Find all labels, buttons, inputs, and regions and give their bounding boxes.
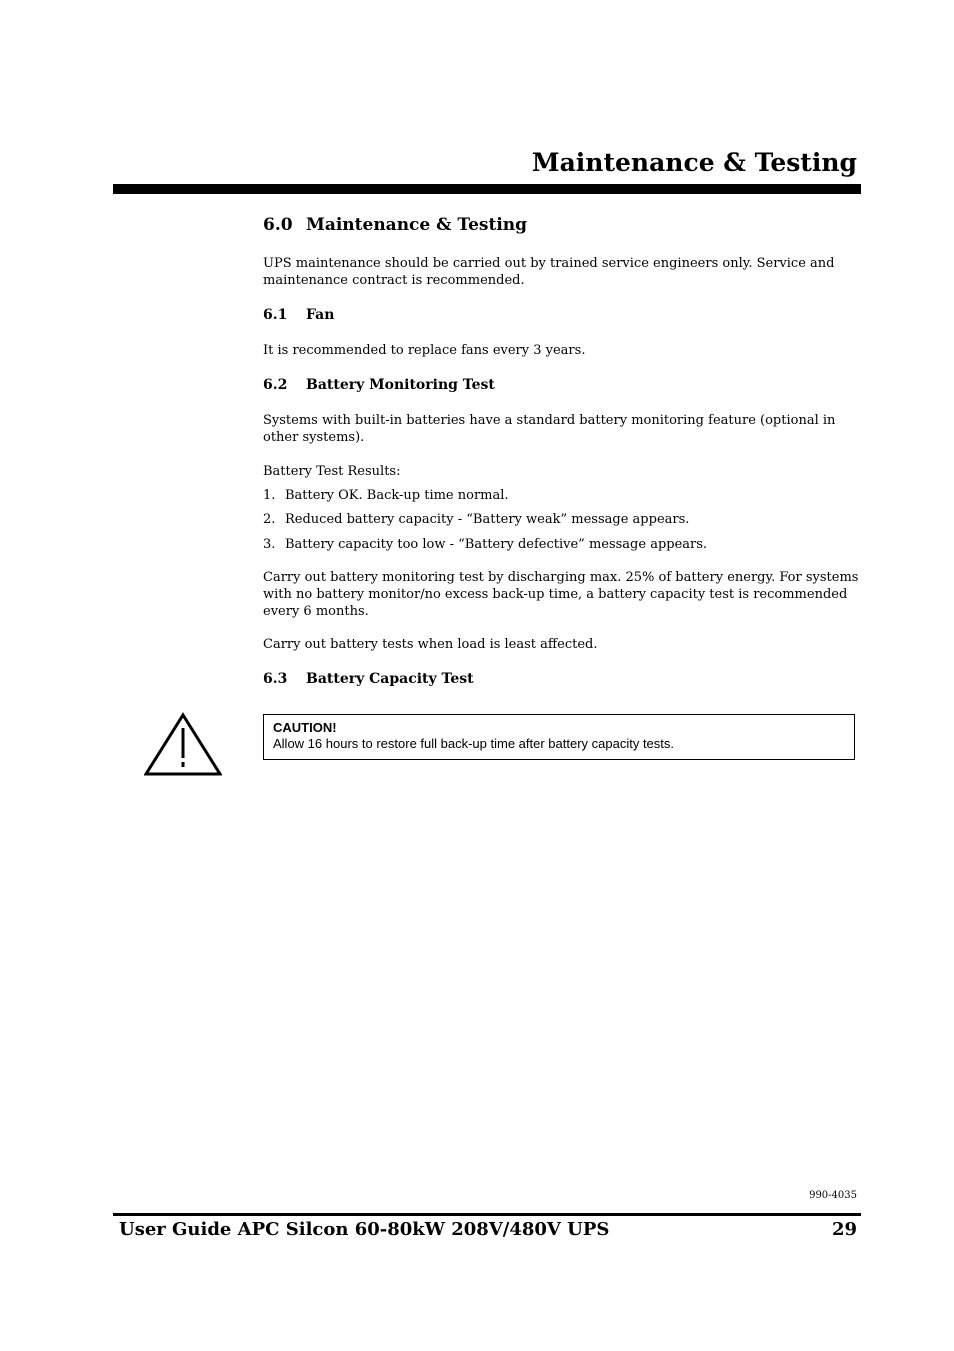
section-number: 6.0 <box>263 215 293 235</box>
document-code: 990-4035 <box>809 1190 857 1201</box>
caution-box <box>263 714 855 760</box>
subsection-number: 6.3 <box>263 671 288 687</box>
subsection-title: Battery Monitoring Test <box>306 377 495 393</box>
caution-text: Allow 16 hours to restore full back-up time after battery capacity tests. <box>273 736 675 751</box>
page-header-title: Maintenance & Testing <box>531 148 857 177</box>
subsection-title: Battery Capacity Test <box>306 671 474 687</box>
list-text: Battery capacity too low - “Battery defective” message appears. <box>285 537 708 552</box>
list-text: Battery OK. Back-up time normal. <box>285 488 509 503</box>
subsection-number: 6.1 <box>263 307 288 323</box>
section-intro: UPS maintenance should be carried out by trained service engineers only. Service and maintenance contract is recommended. <box>263 256 835 288</box>
subsection-heading-battery-monitoring <box>263 377 495 393</box>
list-number: 1. <box>263 488 276 503</box>
list-item <box>263 487 509 504</box>
list-number: 2. <box>263 512 276 527</box>
subsection-number: 6.2 <box>263 377 288 393</box>
section-title: Maintenance & Testing <box>306 215 528 235</box>
caution-heading: CAUTION! <box>273 720 337 735</box>
list-item <box>263 511 689 528</box>
list-text: Reduced battery capacity - “Battery weak” message appears. <box>285 512 690 527</box>
subsection-heading-fan <box>263 307 334 323</box>
list-item <box>263 536 707 553</box>
fan-text: It is recommended to replace fans every 3 years. <box>263 343 586 358</box>
page-number: 29 <box>831 1219 857 1240</box>
list-number: 3. <box>263 537 276 552</box>
header-rule <box>113 184 861 194</box>
battery-results-label: Battery Test Results: <box>263 464 401 479</box>
section-heading <box>263 215 527 235</box>
footer-rule <box>113 1213 861 1216</box>
subsection-heading-battery-capacity <box>263 671 474 687</box>
footer-title: User Guide APC Silcon 60-80kW 208V/480V UPS <box>119 1219 610 1240</box>
battery-monitoring-para2: Carry out battery tests when load is least affected. <box>263 637 598 652</box>
battery-monitoring-intro: Systems with built-in batteries have a standard battery monitoring feature (optional in other systems). <box>263 413 836 445</box>
warning-triangle-icon <box>144 712 222 776</box>
subsection-title: Fan <box>306 307 335 323</box>
battery-monitoring-para1: Carry out battery monitoring test by discharging max. 25% of battery energy. For systems with no battery monitor/no excess back-up time, a battery capacity test is recommended every 6 months. <box>263 570 859 619</box>
